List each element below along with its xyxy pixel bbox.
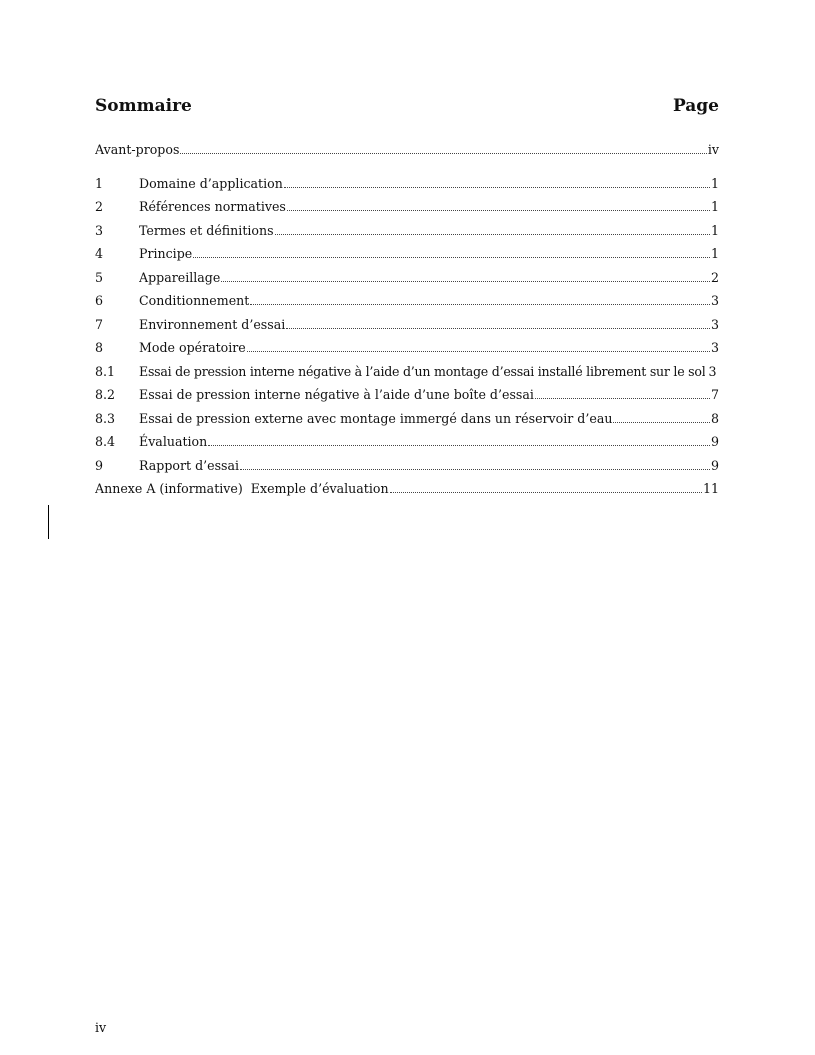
dot-leader bbox=[208, 445, 710, 446]
toc-entry-page: 1 bbox=[710, 175, 719, 191]
toc-entry-page: 1 bbox=[710, 246, 719, 261]
toc-entry-title: Références normatives bbox=[139, 199, 286, 214]
toc-entry[interactable] bbox=[95, 454, 719, 478]
toc-entry-page: 3 bbox=[710, 316, 719, 332]
table-of-contents bbox=[95, 138, 719, 501]
dot-leader bbox=[180, 153, 706, 154]
toc-entry-number: 4 bbox=[95, 246, 104, 261]
toc-entry-page: 2 bbox=[710, 269, 719, 285]
toc-entry-title: Rapport d’essai bbox=[139, 457, 240, 473]
toc-entry-title: Appareillage bbox=[139, 269, 221, 285]
toc-entry[interactable] bbox=[95, 336, 719, 360]
toc-entry-number: 8.3 bbox=[95, 410, 116, 426]
toc-title: Sommaire bbox=[95, 96, 192, 116]
toc-entry-number: 8.4 bbox=[95, 434, 116, 449]
toc-entry-title: Essai de pression interne négative à l’aide d’un montage d’essai installé librement sur le sol bbox=[139, 363, 706, 379]
toc-entry-number: 1 bbox=[95, 175, 104, 191]
toc-entry[interactable] bbox=[95, 313, 719, 337]
toc-entry-number: 2 bbox=[95, 199, 104, 214]
toc-entry-page: iv bbox=[707, 142, 719, 157]
toc-entry-title: Essai de pression interne négative à l’aide d’une boîte d’essai bbox=[139, 387, 534, 402]
toc-entry[interactable] bbox=[95, 266, 719, 290]
toc-entry-title: Annexe A (informative) Exemple d’évaluation bbox=[95, 481, 389, 496]
page-column-label: Page bbox=[672, 96, 719, 116]
toc-entry-title: Avant-propos bbox=[95, 142, 180, 157]
toc-entry-foreword[interactable] bbox=[95, 138, 719, 162]
toc-entry-title: Principe bbox=[139, 246, 193, 261]
toc-entry-number: 5 bbox=[95, 269, 104, 285]
dot-leader bbox=[287, 210, 710, 211]
toc-entry-number: 8.2 bbox=[95, 387, 116, 402]
toc-entry-page: 9 bbox=[710, 457, 719, 473]
toc-entry[interactable] bbox=[95, 360, 719, 384]
toc-entry[interactable] bbox=[95, 195, 719, 219]
toc-entry[interactable] bbox=[95, 219, 719, 243]
toc-entry-title: Domaine d’application bbox=[139, 175, 283, 191]
toc-entry-page: 8 bbox=[710, 410, 719, 426]
toc-entry[interactable] bbox=[95, 407, 719, 431]
dot-leader bbox=[284, 187, 710, 188]
dot-leader bbox=[275, 234, 710, 235]
dot-leader bbox=[390, 492, 702, 493]
dot-leader bbox=[247, 351, 710, 352]
toc-entry-title: Conditionnement bbox=[139, 293, 250, 308]
toc-entry-number: 7 bbox=[95, 316, 104, 332]
toc-entry-title: Essai de pression externe avec montage immergé dans un réservoir d’eau bbox=[139, 410, 613, 426]
toc-entry-title: Termes et définitions bbox=[139, 222, 274, 238]
dot-leader bbox=[193, 257, 710, 258]
toc-entry-page: 1 bbox=[710, 199, 719, 214]
toc-entry-number: 8.1 bbox=[95, 363, 116, 379]
toc-entry-title: Évaluation bbox=[139, 434, 208, 449]
toc-entry-page: 3 bbox=[710, 340, 719, 355]
text-cursor bbox=[48, 505, 49, 539]
dot-leader bbox=[613, 422, 710, 423]
toc-entry[interactable] bbox=[95, 172, 719, 196]
toc-entry-number: 6 bbox=[95, 293, 104, 308]
dot-leader bbox=[221, 281, 710, 282]
toc-header bbox=[95, 96, 719, 116]
toc-entry-title: Environnement d’essai bbox=[139, 316, 286, 332]
dot-leader bbox=[535, 398, 710, 399]
toc-entry-annex[interactable] bbox=[95, 477, 719, 501]
toc-entry[interactable] bbox=[95, 430, 719, 454]
toc-entry-page: 11 bbox=[702, 481, 719, 496]
toc-entry-page: 1 bbox=[710, 222, 719, 238]
dot-leader bbox=[240, 469, 710, 470]
toc-entry-number: 3 bbox=[95, 222, 104, 238]
toc-entry[interactable] bbox=[95, 289, 719, 313]
dot-leader bbox=[286, 328, 710, 329]
toc-entry-page: 9 bbox=[710, 434, 719, 449]
toc-entry-title: Mode opératoire bbox=[139, 340, 246, 355]
footer-page-number: iv bbox=[95, 1020, 107, 1035]
toc-entry-number: 9 bbox=[95, 457, 104, 473]
dot-leader bbox=[250, 304, 710, 305]
toc-entry[interactable] bbox=[95, 383, 719, 407]
toc-entry-page: 3 bbox=[710, 293, 719, 308]
toc-entry[interactable] bbox=[95, 242, 719, 266]
toc-entry-page: 7 bbox=[710, 387, 719, 402]
toc-entry-number: 8 bbox=[95, 340, 104, 355]
toc-entry-page: 3 bbox=[708, 363, 717, 379]
